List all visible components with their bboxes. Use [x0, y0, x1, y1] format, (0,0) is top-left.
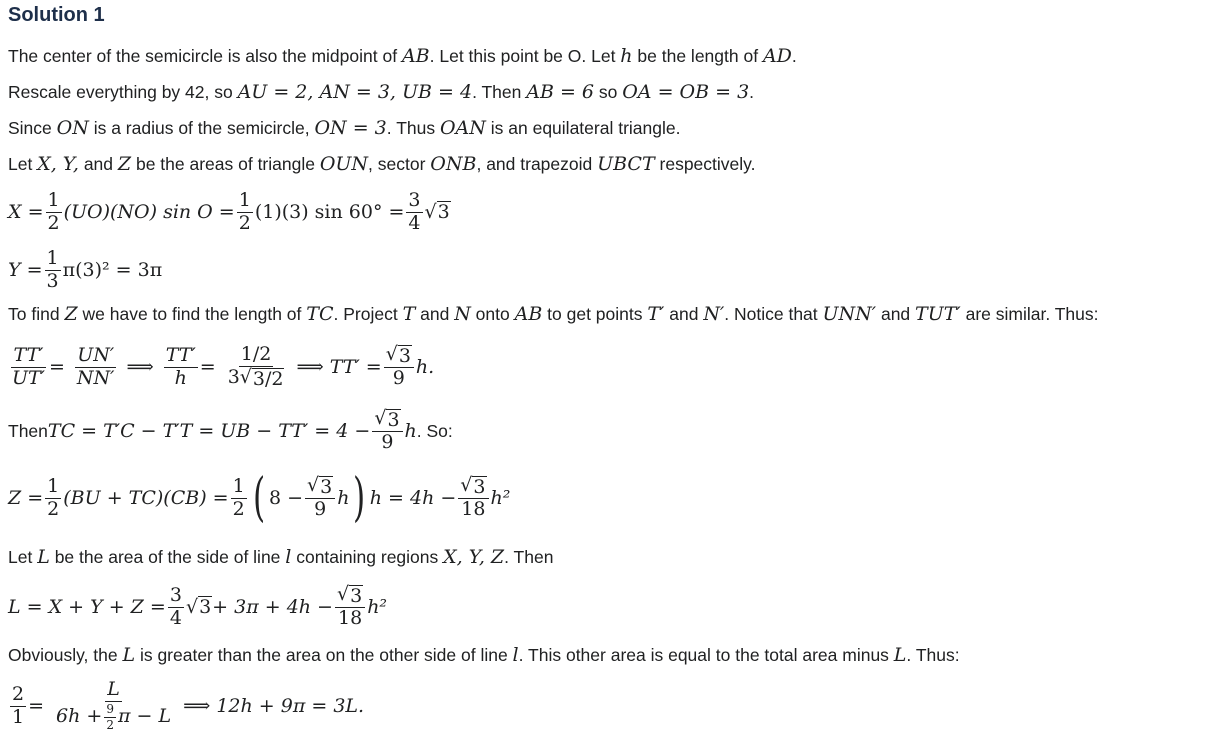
fraction — [164, 343, 198, 389]
text: Obviously, the — [8, 645, 123, 665]
text: so — [594, 82, 623, 102]
math: + 3π + 4h − — [212, 596, 333, 618]
fraction — [231, 474, 247, 520]
math: X, Y, Z — [443, 546, 505, 568]
sqrt: √ 3 — [424, 201, 450, 223]
denominator: 18 — [337, 607, 363, 630]
numerator: TT′ — [13, 343, 44, 366]
radicand: 3/2 — [252, 367, 284, 390]
text: . Let this point be O. Let — [429, 46, 621, 66]
math: h. — [415, 356, 435, 378]
formula-x — [8, 186, 451, 238]
fraction — [45, 246, 61, 292]
math: ⟹ 12h + 9π = 3L. — [183, 695, 365, 717]
paragraph-4 — [8, 152, 755, 176]
denominator: 2 — [47, 497, 60, 520]
text: be the areas of triangle — [131, 154, 320, 174]
denominator: 1 — [12, 705, 25, 728]
math: TC — [306, 303, 334, 325]
text: be the area of the side of line — [49, 547, 286, 567]
numerator: 1 — [47, 188, 60, 211]
math: L — [893, 644, 907, 666]
equals: = — [199, 356, 216, 378]
paragraph-6 — [8, 404, 453, 458]
math-ab: AB — [401, 45, 430, 67]
math-ab6: AB = 6 — [526, 81, 595, 103]
math-oun: OUN — [319, 153, 369, 175]
numerator: √ 3 — [372, 409, 402, 433]
denominator: 9 — [392, 367, 405, 390]
numerator: 1 — [238, 188, 251, 211]
math-lengths: AU = 2, AN = 3, UB = 4 — [237, 81, 473, 103]
radicand: 3 — [437, 201, 450, 223]
denominator: 2 — [238, 211, 251, 234]
math-on3: ON = 3 — [314, 117, 387, 139]
denominator: 4 — [169, 606, 182, 629]
text: we have to find the length of — [77, 304, 307, 324]
math: L — [122, 644, 136, 666]
fraction — [384, 342, 414, 390]
radicand: 3 — [398, 344, 411, 367]
text: are similar. Thus: — [960, 304, 1099, 324]
fraction — [406, 188, 422, 234]
text: containing regions — [291, 547, 444, 567]
math: T — [402, 303, 416, 325]
text: and — [876, 304, 916, 324]
numerator: 3 — [408, 188, 421, 211]
math: AB — [514, 303, 543, 325]
fraction — [305, 473, 335, 521]
math-z: Z — [117, 153, 132, 175]
text: . — [791, 46, 797, 66]
math: l — [512, 644, 519, 666]
numerator: 1/2 — [240, 342, 272, 365]
radicand: 3 — [387, 408, 400, 431]
numerator: 9 — [106, 702, 114, 717]
numerator: √ 3 — [384, 345, 414, 369]
paragraph-1 — [8, 44, 797, 68]
math-xy: X, Y, — [37, 153, 79, 175]
math: π − L — [117, 705, 172, 728]
text: . Thus — [386, 118, 440, 138]
numerator: TT′ — [165, 343, 196, 366]
text: The center of the semicircle is also the midpoint of — [8, 46, 402, 66]
radicand: 3 — [199, 596, 212, 618]
denominator: 4 — [408, 211, 421, 234]
numerator: √ 3 — [458, 476, 488, 500]
text: . So: — [416, 421, 453, 441]
math: Z — [64, 303, 78, 325]
math: UNN′ — [822, 303, 877, 325]
fraction — [75, 343, 117, 389]
math: L = X + Y + Z = — [8, 596, 166, 618]
math: Y = — [8, 259, 43, 281]
fraction — [335, 582, 365, 630]
math: N′ — [703, 303, 725, 325]
denominator: 3 — [46, 269, 59, 292]
formula-z: Z = $\frac{1}{2}$ (BU + TC)(CB) = $\frac{1}{2}$ ( 8 − √ 3 9 h ) h = 4h − √ 3 18 h² — [8, 468, 511, 528]
text: To find — [8, 304, 65, 324]
fraction — [237, 188, 253, 234]
numerator: 1 — [232, 474, 245, 497]
text: is greater than the area on the other side of line — [135, 645, 513, 665]
denominator: UT′ — [12, 366, 45, 389]
math: T′ — [647, 303, 665, 325]
text: to get points — [542, 304, 648, 324]
math-oa-ob: OA = OB = 3 — [622, 81, 750, 103]
math: TUT′ — [915, 303, 961, 325]
denominator: 9 — [381, 431, 394, 454]
math: (UO)(NO) sin O = — [63, 201, 235, 223]
math: h — [337, 487, 350, 509]
math: 6h + — [56, 705, 103, 728]
fraction — [45, 474, 61, 520]
denominator: 2 — [106, 717, 114, 732]
text: respectively. — [654, 154, 756, 174]
fraction — [46, 188, 62, 234]
text: and — [415, 304, 455, 324]
text: . Then — [472, 82, 527, 102]
paragraph-7 — [8, 545, 553, 569]
paragraph-2 — [8, 80, 754, 104]
text: Rescale everything by 42, so — [8, 82, 238, 102]
text: and — [78, 154, 118, 174]
numerator: √ 3 — [305, 476, 335, 500]
math: π(3)² = 3π — [62, 259, 163, 281]
text: . Notice that — [724, 304, 823, 324]
radicand: 3 — [473, 475, 486, 498]
math: L — [37, 546, 50, 568]
denominator: 18 — [461, 498, 486, 521]
math: ⟹ TT′ = — [296, 356, 382, 378]
denominator: 9 — [314, 498, 327, 521]
radicand: 3 — [320, 475, 333, 498]
math: h — [404, 420, 417, 442]
paragraph-3 — [8, 116, 680, 140]
text: be the length of — [632, 46, 763, 66]
math-oan: OAN — [439, 117, 486, 139]
numerator: 1 — [47, 474, 60, 497]
equals: = — [49, 356, 65, 378]
denominator — [54, 702, 173, 731]
fraction — [10, 343, 47, 389]
denominator: NN′ — [76, 366, 115, 389]
fraction — [104, 703, 116, 731]
math: Z = — [8, 487, 44, 509]
math: X = — [8, 201, 44, 223]
text: , sector — [368, 154, 431, 174]
equals: = — [28, 695, 45, 717]
denominator: 3 √ 3/2 — [227, 365, 284, 390]
numerator: 2 — [12, 682, 25, 705]
text: and — [664, 304, 704, 324]
math: (1)(3) sin 60° = — [254, 201, 405, 223]
numerator: UN′ — [77, 343, 115, 366]
text: , and trapezoid — [476, 154, 598, 174]
fraction — [372, 406, 402, 454]
paragraph-5 — [8, 302, 1099, 326]
math: h² — [367, 596, 388, 618]
math: TC = T′C − T′T = UB − TT′ = 4 − — [47, 420, 371, 442]
text: . — [749, 82, 755, 102]
math-onb: ONB — [430, 153, 477, 175]
text: . This other area is equal to the total area minus — [518, 645, 894, 665]
math: l — [285, 546, 292, 568]
formula-ratio — [8, 676, 364, 736]
sqrt: √ 3 — [185, 596, 212, 618]
text: Let — [8, 154, 38, 174]
math: N — [454, 303, 471, 325]
fraction — [226, 342, 287, 390]
math-h: h — [620, 45, 633, 67]
numerator: 1 — [46, 246, 59, 269]
fraction — [168, 583, 184, 629]
math: h² — [490, 487, 511, 509]
paragraph-8 — [8, 643, 960, 667]
math: h = 4h − — [369, 487, 457, 509]
math: 8 − — [268, 487, 304, 509]
math: (BU + TC)(CB) = — [63, 487, 229, 509]
text: onto — [470, 304, 515, 324]
radicand: 3 — [350, 584, 363, 607]
text: . Project — [333, 304, 403, 324]
formula-l — [8, 578, 387, 636]
formula-similarity — [8, 338, 434, 396]
numerator: √ 3 — [335, 585, 365, 609]
text: is an equilateral triangle. — [485, 118, 681, 138]
denominator: 2 — [47, 211, 60, 234]
text: is a radius of the semicircle, — [88, 118, 315, 138]
numerator: 3 — [169, 583, 182, 606]
text: Let — [8, 547, 38, 567]
math-ad: AD — [762, 45, 792, 67]
formula-y — [8, 244, 162, 296]
math-ubct: UBCT — [597, 153, 655, 175]
text: Since — [8, 118, 57, 138]
solution-heading: Solution 1 — [8, 4, 105, 26]
fraction — [10, 682, 26, 728]
fraction — [54, 680, 173, 731]
text: . Then — [504, 547, 554, 567]
implies-arrow: ⟹ — [126, 356, 154, 378]
numerator: L — [107, 678, 120, 701]
math-on: ON — [56, 117, 89, 139]
text: Then — [8, 421, 48, 441]
denominator: h — [174, 366, 187, 389]
fraction — [458, 473, 488, 521]
denominator: 2 — [232, 497, 245, 520]
coef: 3 — [227, 365, 240, 388]
text: . Thus: — [906, 645, 960, 665]
